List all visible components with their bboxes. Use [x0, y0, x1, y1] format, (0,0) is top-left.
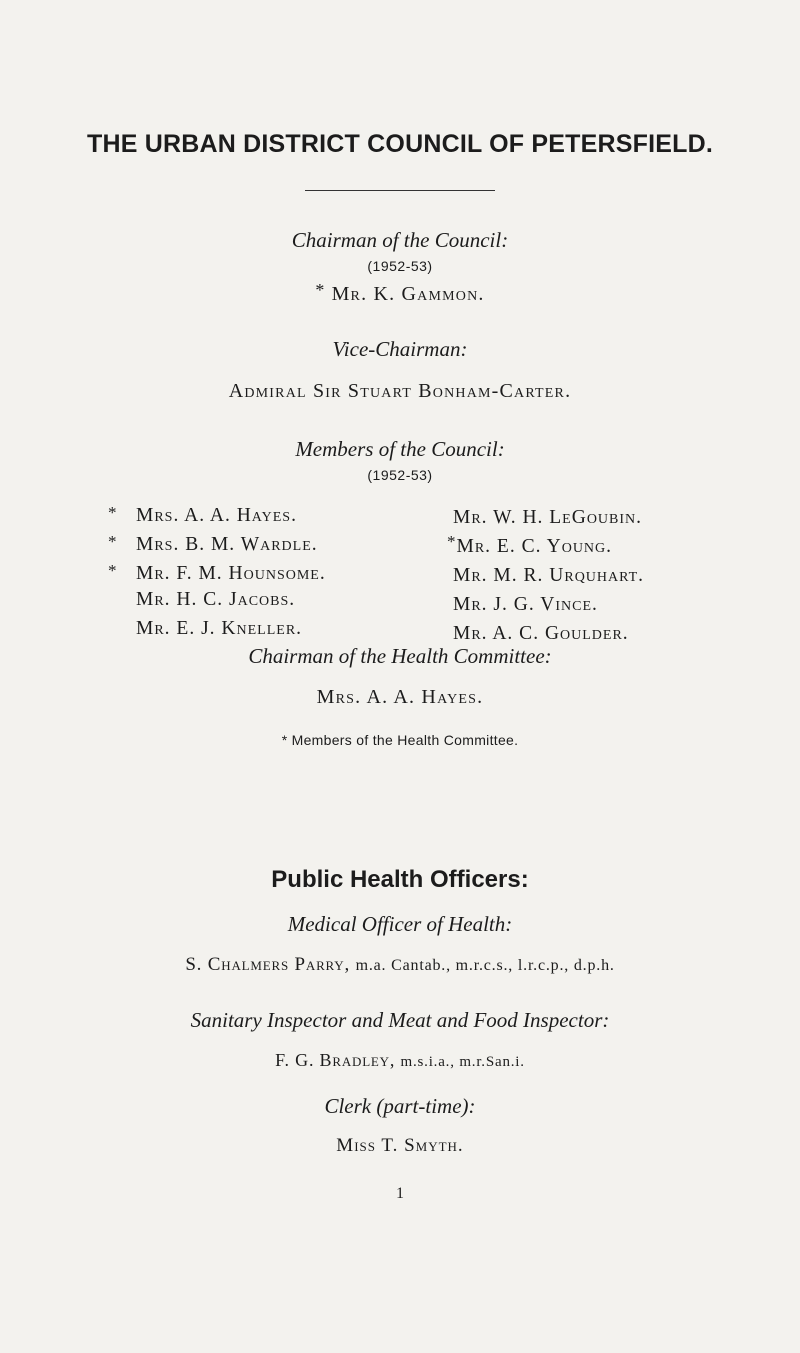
members-heading: Members of the Council: — [295, 437, 505, 461]
member-row — [108, 585, 326, 614]
clerk-name: Miss T. Smyth. — [336, 1135, 464, 1156]
committee-marker: * — [108, 561, 118, 580]
title-divider — [305, 190, 495, 191]
members-left-column — [108, 498, 326, 643]
chairman-period: (1952-53) — [367, 258, 433, 274]
member-row — [108, 527, 326, 556]
member-row — [453, 585, 644, 614]
medical-officer-line — [0, 954, 800, 976]
member-row — [108, 556, 326, 585]
sanitary-inspector-heading: Sanitary Inspector and Meat and Food Inspector: — [190, 1008, 610, 1032]
clerk-heading: Clerk (part-time): — [324, 1094, 476, 1118]
member-name: Mr. H. C. Jacobs. — [136, 589, 296, 610]
chairman-line — [0, 280, 800, 306]
committee-marker: * — [108, 503, 118, 522]
members-period: (1952-53) — [367, 467, 433, 483]
medical-officer-qualifications: m.a. Cantab., m.r.c.s., l.r.c.p., d.p.h. — [355, 957, 615, 974]
page-title: THE URBAN DISTRICT COUNCIL OF PETERSFIELD. — [86, 130, 713, 158]
members-right-column — [447, 498, 645, 644]
member-name: Mr. M. R. Urquhart. — [453, 565, 645, 586]
sanitary-inspector-name: F. G. Bradley, — [275, 1050, 396, 1070]
member-row — [108, 498, 326, 527]
member-name: Mr. J. G. Vince. — [453, 594, 598, 615]
member-row — [453, 556, 644, 585]
health-committee-chairman: Mrs. A. A. Hayes. — [316, 686, 484, 708]
member-row — [453, 498, 644, 527]
member-name: Mr. E. C. Young. — [456, 536, 613, 557]
public-health-heading: Public Health Officers: — [271, 866, 529, 893]
footnote: * Members of the Health Committee. — [281, 732, 519, 748]
member-row — [108, 614, 326, 643]
member-name: Mrs. B. M. Wardle. — [136, 534, 318, 555]
member-name: Mr. F. M. Hounsome. — [136, 563, 326, 584]
vice-chairman-name: Admiral Sir Stuart Bonham-Carter. — [228, 380, 572, 402]
medical-officer-heading: Medical Officer of Health: — [287, 912, 513, 936]
vice-chairman-heading: Vice-Chairman: — [332, 337, 468, 361]
committee-marker: * — [447, 532, 457, 551]
sanitary-inspector-line — [0, 1050, 800, 1071]
committee-marker: * — [315, 280, 326, 300]
health-committee-heading: Chairman of the Health Committee: — [248, 644, 552, 668]
member-name: Mr. A. C. Goulder. — [453, 623, 629, 644]
sanitary-inspector-qualifications: m.s.i.a., m.r.San.i. — [400, 1054, 525, 1070]
member-row — [453, 614, 644, 643]
medical-officer-name: S. Chalmers Parry, — [185, 954, 351, 975]
chairman-heading: Chairman of the Council: — [291, 228, 509, 252]
chairman-name: Mr. K. Gammon. — [331, 283, 485, 305]
member-name: Mr. E. J. Kneller. — [136, 618, 303, 639]
member-row — [447, 527, 644, 556]
committee-marker: * — [108, 532, 118, 551]
member-name: Mr. W. H. LeGoubin. — [453, 507, 643, 528]
member-name: Mrs. A. A. Hayes. — [136, 505, 297, 526]
page-number: 1 — [396, 1185, 404, 1202]
